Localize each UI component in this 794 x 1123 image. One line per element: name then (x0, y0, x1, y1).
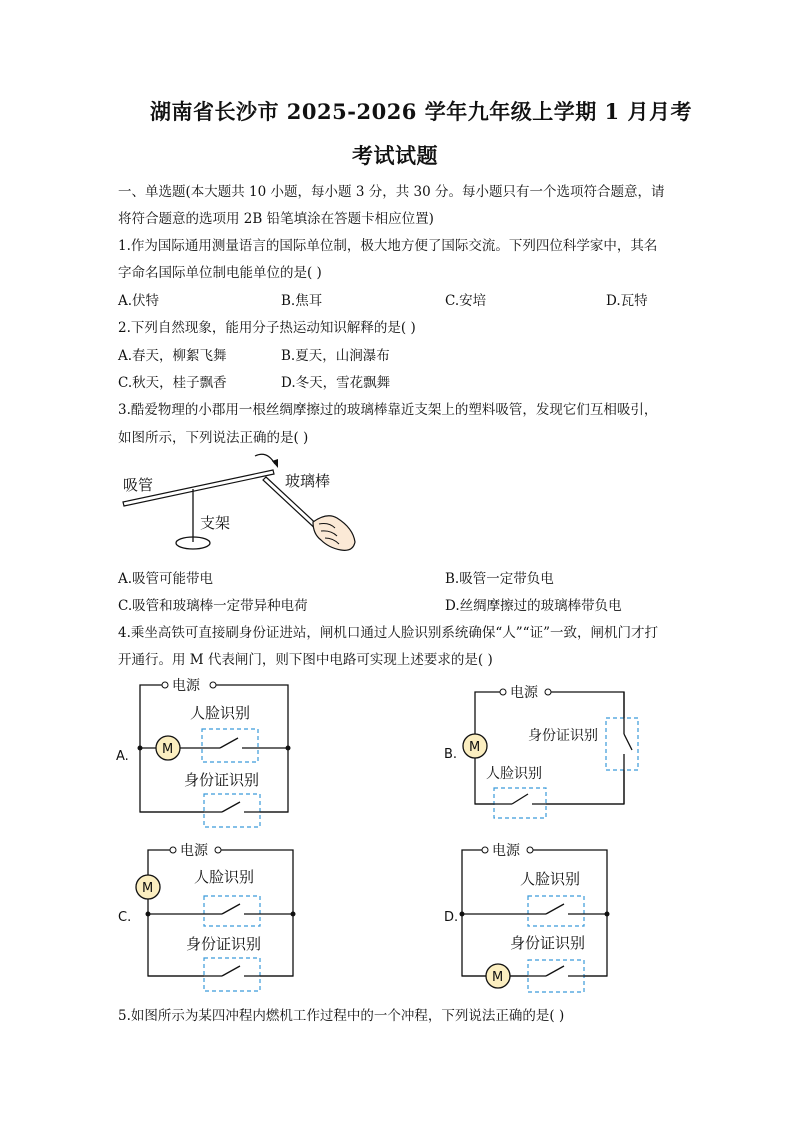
q1-option-a: A.伏特 (118, 293, 160, 309)
label-stand: 支架 (200, 514, 231, 532)
q4-stem-line2: 开通行。用 M 代表闸门，则下图中电路可实现上述要求的是( ) (118, 652, 493, 668)
circuit-a-id-label: 身份证识别 (184, 771, 260, 789)
q1-option-c: C.安培 (445, 293, 487, 309)
circuit-a-label: A. (116, 749, 129, 764)
circuit-b-motor-label: M (469, 740, 481, 755)
section-instruction-line1: 一、单选题(本大题共 10 小题，每小题 3 分，共 30 分。每小题只有一个选项符合题意，请 (118, 184, 665, 200)
q3-option-c: C.吸管和玻璃棒一定带异种电荷 (118, 598, 308, 614)
q3-option-d: D.丝绸摩擦过的玻璃棒带负电 (445, 598, 622, 614)
circuit-d-motor-label: M (492, 970, 504, 985)
q3-stem-line1: 3.酷爱物理的小郡用一根丝绸摩擦过的玻璃棒靠近支架上的塑料吸管，发现它们互相吸引， (118, 402, 658, 418)
circuit-c-label: C. (118, 910, 132, 925)
q2-option-c: C.秋天，桂子飘香 (118, 375, 227, 391)
circuit-b-face-label: 人脸识别 (486, 766, 542, 782)
circuit-c-power: 电源 (180, 843, 208, 859)
circuit-a (110, 672, 310, 834)
circuit-b (440, 680, 640, 830)
circuit-a-motor-label: M (162, 742, 174, 757)
page-title-line2: 考试试题 (352, 143, 438, 168)
circuit-a-face-label: 人脸识别 (190, 704, 251, 722)
circuit-b-label: B. (444, 747, 458, 762)
q2-stem: 2.下列自然现象，能用分子热运动知识解释的是( ) (118, 320, 416, 336)
q1-option-b: B.焦耳 (281, 293, 323, 309)
circuit-d (440, 838, 640, 998)
circuit-d-face-label: 人脸识别 (520, 870, 581, 888)
q3-option-a: A.吸管可能带电 (118, 571, 214, 587)
q1-stem-line1: 1.作为国际通用测量语言的国际单位制，极大地方便了国际交流。下列四位科学家中，其名 (118, 238, 658, 254)
page-title-line1: 湖南省长沙市 2025-2026 学年九年级上学期 1 月月考 (150, 99, 692, 124)
circuit-c-id-label: 身份证识别 (186, 935, 262, 953)
q2-option-b: B.夏天，山涧瀑布 (281, 348, 390, 364)
section-instruction-line2: 将符合题意的选项用 2B 铅笔填涂在答题卡相应位置) (118, 211, 434, 227)
circuit-d-label: D. (444, 910, 459, 925)
rotation-arrow (255, 454, 275, 464)
q1-stem-line2: 字命名国际单位制电能单位的是( ) (118, 265, 322, 281)
q5-stem: 5.如图所示为某四冲程内燃机工作过程中的一个冲程，下列说法正确的是( ) (118, 1008, 565, 1024)
q4-stem-line1: 4.乘坐高铁可直接刷身份证进站，闸机口通过人脸识别系统确保“人”“证”一致，闸机门才打 (118, 625, 658, 641)
q3-figure (115, 450, 365, 560)
circuit-b-power: 电源 (510, 685, 538, 701)
q1-option-d: D.瓦特 (606, 293, 648, 309)
circuit-b-id-label: 身份证识别 (528, 728, 598, 744)
circuit-c-motor-label: M (142, 881, 154, 896)
circuit-d-id-label: 身份证识别 (510, 934, 586, 952)
label-rod: 玻璃棒 (285, 472, 331, 490)
q2-option-a: A.春天，柳絮飞舞 (118, 348, 227, 364)
q2-option-d: D.冬天，雪花飘舞 (281, 375, 391, 391)
circuit-c-face-label: 人脸识别 (194, 868, 255, 886)
circuit-a-power: 电源 (172, 678, 200, 694)
circuit-d-power: 电源 (492, 843, 520, 859)
circuit-c (110, 838, 310, 998)
label-straw: 吸管 (123, 476, 154, 494)
q3-stem-line2: 如图所示，下列说法正确的是( ) (118, 430, 309, 446)
q3-option-b: B.吸管一定带负电 (445, 571, 554, 587)
